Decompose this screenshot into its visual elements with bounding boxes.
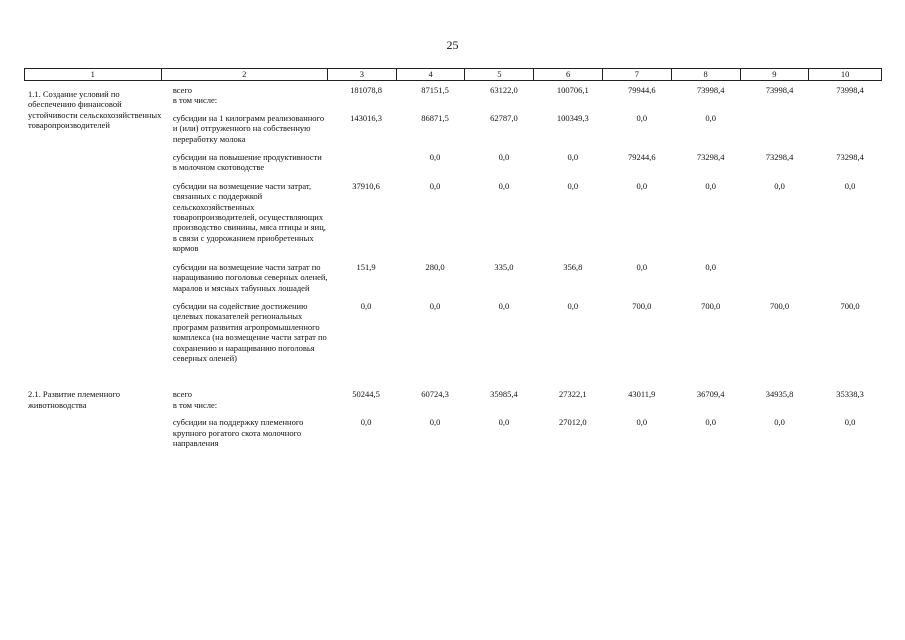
value-cell: 0,0 xyxy=(498,417,510,428)
value-cell xyxy=(465,400,534,410)
row-label: субсидии на возмещение части затрат, связанных с поддержкой сельскохозяйственных товаропроизводителей, осуществляющих производство свинины, мяса птицы и яиц, в связи с удорожанием приобретенных кормов xyxy=(172,180,326,254)
value-cell: 0,0 xyxy=(429,300,441,311)
row-label: в том числе: xyxy=(172,399,218,410)
value-cell xyxy=(328,95,397,105)
value-cell: 700,0 xyxy=(770,300,790,311)
value-cell xyxy=(603,400,672,410)
row-label: субсидии на поддержку племенного крупного рогатого скота молочного направления xyxy=(172,417,304,448)
value-cell: 0,0 xyxy=(844,417,856,428)
value-cell xyxy=(741,400,810,410)
value-cell: 86871,5 xyxy=(421,112,449,123)
value-cell: 280,0 xyxy=(425,261,445,272)
value-cell: 0,0 xyxy=(705,261,716,272)
table-row xyxy=(24,301,882,363)
value-cell: 62787,0 xyxy=(490,112,518,123)
value-cell: 0,0 xyxy=(498,152,510,163)
value-cell: 35985,4 xyxy=(490,389,518,400)
value-cell: 0,0 xyxy=(567,152,579,163)
value-cell: 100706,1 xyxy=(556,85,589,95)
row-label: в том числе: xyxy=(172,95,218,106)
value-cell: 79244,6 xyxy=(627,152,656,163)
value-cell: 700,0 xyxy=(701,300,721,311)
column-header: 2 xyxy=(162,69,328,80)
spacer-cell xyxy=(24,301,161,363)
value-cell: 73298,4 xyxy=(765,152,794,163)
value-cell xyxy=(328,400,397,410)
section-title: 2.1. Развитие племенного животноводства xyxy=(28,389,121,410)
spacer-cell xyxy=(24,262,161,293)
row-label: субсидии на содействие достижению целевых показателей региональных программ развития агропромышленного комплекса (на возмещение части затрат по сохранению и наращиванию поголовья северных оленей) xyxy=(172,300,327,363)
value-cell: 0,0 xyxy=(774,417,785,428)
section-title: 1.1. Создание условий по обеспечению финансовой устойчивости сельскохозяйственных товаропроизводителей xyxy=(28,89,162,131)
row-label: субсидии на возмещение части затрат по наращиванию поголовья северных оленей, маралов и мясных табунных лошадей xyxy=(172,261,328,293)
section-block xyxy=(24,389,882,448)
value-cell: 73998,4 xyxy=(696,85,725,95)
table-row xyxy=(24,152,882,173)
value-cell: 73298,4 xyxy=(696,152,725,163)
value-cell xyxy=(534,95,603,105)
column-header: 9 xyxy=(741,69,810,80)
value-cell xyxy=(741,95,810,105)
value-cell xyxy=(328,152,397,173)
table-row xyxy=(24,262,882,293)
value-cell xyxy=(810,113,882,144)
column-header: 4 xyxy=(397,69,466,80)
value-cell: 0,0 xyxy=(429,152,441,163)
value-cell: 0,0 xyxy=(774,180,785,191)
value-cell: 0,0 xyxy=(360,417,372,428)
value-cell: 36709,4 xyxy=(696,389,725,400)
value-cell: 0,0 xyxy=(360,300,372,311)
value-cell: 0,0 xyxy=(498,300,510,311)
column-header: 3 xyxy=(328,69,397,80)
table-row xyxy=(24,417,882,448)
value-cell: 0,0 xyxy=(705,112,716,123)
value-cell: 0,0 xyxy=(636,261,648,272)
row-label: субсидии на 1 килограмм реализованного и (или) отгруженного на собственную переработку молока xyxy=(172,112,325,144)
value-cell: 0,0 xyxy=(705,417,716,428)
value-cell: 60724,3 xyxy=(421,389,449,400)
value-cell: 0,0 xyxy=(498,180,510,191)
row-label: всего xyxy=(172,389,192,400)
value-cell xyxy=(397,400,466,410)
value-cell: 34935,8 xyxy=(765,389,794,400)
value-cell xyxy=(741,113,810,144)
value-cell: 27322,1 xyxy=(559,389,587,400)
row-label: субсидии на повышение продуктивности в молочном скотоводстве xyxy=(172,152,322,173)
value-cell xyxy=(534,400,603,410)
value-cell xyxy=(397,95,466,105)
value-cell: 0,0 xyxy=(636,417,648,428)
value-cell: 0,0 xyxy=(844,180,856,191)
value-cell xyxy=(603,95,672,105)
spacer-cell xyxy=(24,152,161,173)
budget-table xyxy=(24,68,882,448)
value-cell: 37910,6 xyxy=(352,180,380,191)
value-cell: 0,0 xyxy=(636,112,648,123)
value-cell xyxy=(810,262,882,293)
column-header: 7 xyxy=(603,69,672,80)
value-cell xyxy=(810,400,882,410)
column-header: 6 xyxy=(534,69,603,80)
value-cell: 50244,5 xyxy=(352,389,380,400)
spacer-cell xyxy=(24,417,161,448)
value-cell: 63122,0 xyxy=(490,85,518,95)
spacer-cell xyxy=(24,181,161,254)
value-cell: 0,0 xyxy=(567,300,579,311)
column-number-header xyxy=(24,68,882,81)
value-cell: 181078,8 xyxy=(350,85,383,95)
value-cell: 700,0 xyxy=(632,300,652,311)
value-cell: 335,0 xyxy=(494,261,514,272)
value-cell: 0,0 xyxy=(429,180,441,191)
value-cell: 356,8 xyxy=(563,261,583,272)
value-cell: 73298,4 xyxy=(836,152,864,163)
value-cell: 43011,9 xyxy=(628,389,656,400)
value-cell: 35338,3 xyxy=(836,389,864,400)
value-cell: 79944,6 xyxy=(627,85,656,95)
column-header: 8 xyxy=(672,69,741,80)
value-cell: 100349,3 xyxy=(556,112,589,123)
value-cell xyxy=(672,95,741,105)
value-cell xyxy=(741,262,810,293)
column-header: 1 xyxy=(25,69,162,80)
table-body xyxy=(24,85,882,448)
value-cell: 0,0 xyxy=(705,180,716,191)
column-header: 5 xyxy=(465,69,534,80)
value-cell: 73998,4 xyxy=(765,85,794,95)
section-block xyxy=(24,85,882,363)
value-cell xyxy=(810,95,882,105)
row-label: всего xyxy=(172,85,192,95)
value-cell: 87151,5 xyxy=(421,85,449,95)
value-cell xyxy=(465,95,534,105)
value-cell: 0,0 xyxy=(429,417,441,428)
column-header: 10 xyxy=(840,69,850,79)
value-cell: 0,0 xyxy=(636,180,648,191)
value-cell: 27012,0 xyxy=(559,417,587,428)
value-cell: 700,0 xyxy=(840,300,860,311)
value-cell: 0,0 xyxy=(567,180,579,191)
table-row xyxy=(24,181,882,254)
value-cell: 73998,4 xyxy=(836,85,864,95)
value-cell: 151,9 xyxy=(356,261,376,272)
value-cell: 143016,3 xyxy=(350,112,383,123)
value-cell xyxy=(672,400,741,410)
page-number: 25 xyxy=(446,38,459,52)
